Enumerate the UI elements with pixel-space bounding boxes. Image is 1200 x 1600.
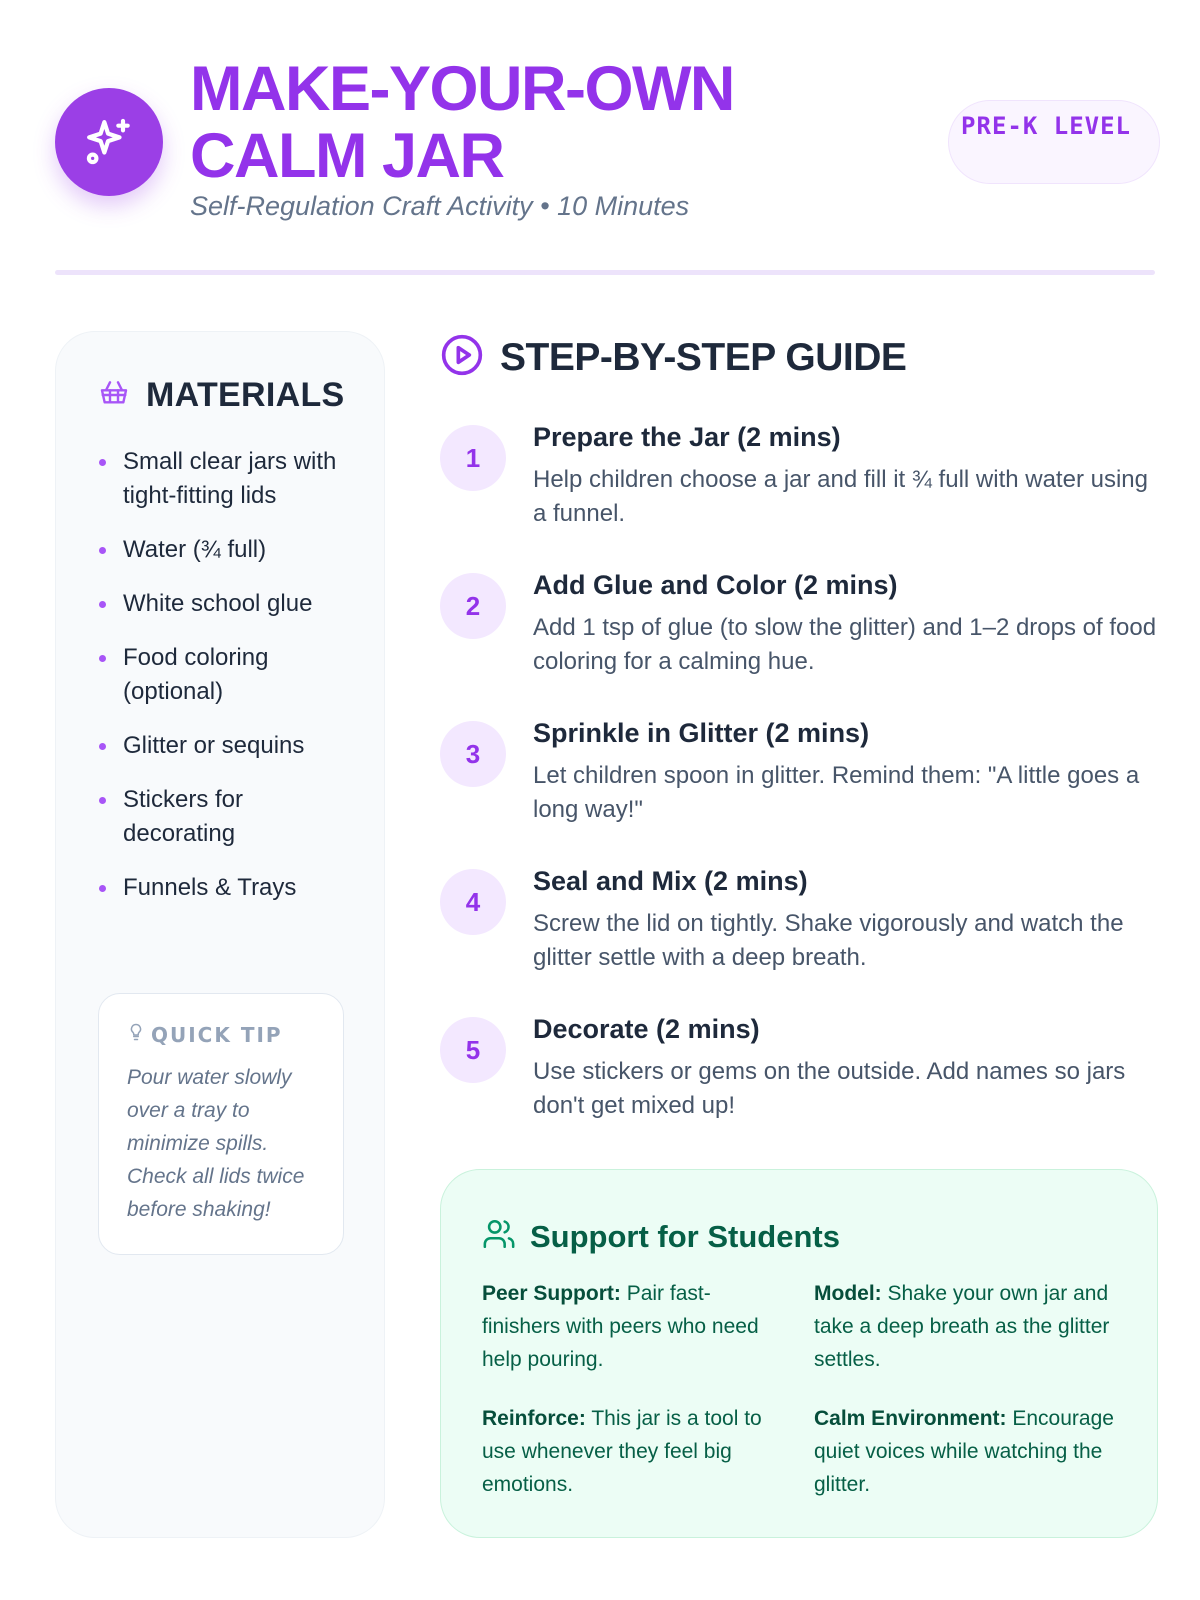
- list-item: Funnels & Trays: [98, 871, 348, 905]
- step-description: Use stickers or gems on the outside. Add names so jars don't get mixed up!: [533, 1058, 1126, 1119]
- support-item-text: Shake your own jar and take a deep breath as the glitter settles.: [814, 1282, 1110, 1371]
- step-title: Sprinkle in Glitter (2 mins): [533, 718, 870, 748]
- quick-tip-label: QUICK TIP: [151, 1022, 283, 1047]
- support-item: [482, 1277, 782, 1376]
- quick-tip-heading: [127, 1022, 323, 1047]
- step-number: 5: [440, 1017, 506, 1083]
- list-item: Food coloring (optional): [98, 641, 348, 709]
- step-title: Seal and Mix (2 mins): [533, 866, 808, 896]
- support-item-label: Calm Environment:: [814, 1407, 1007, 1430]
- users-icon: [482, 1217, 516, 1256]
- list-item: Small clear jars with tight-fitting lids: [98, 445, 348, 513]
- list-item: Stickers for decorating: [98, 783, 348, 851]
- basket-icon: [98, 377, 130, 414]
- level-badge: [948, 100, 1160, 184]
- steps-list: [440, 422, 1160, 1162]
- step-title: Decorate (2 mins): [533, 1014, 760, 1044]
- step-description: Let children spoon in glitter. Remind them: "A little goes a long way!": [533, 762, 1140, 823]
- quick-tip-text: Pour water slowly over a tray to minimize spills. Check all lids twice before shaking!: [127, 1066, 305, 1221]
- step-item: [440, 422, 1160, 570]
- support-item-text: Encourage quiet voices while watching the glitter.: [814, 1407, 1114, 1496]
- guide-heading: [440, 333, 906, 382]
- step-item: [440, 718, 1160, 866]
- support-box: [440, 1169, 1158, 1538]
- support-item-text: Pair fast-finishers with peers who need help pouring.: [482, 1282, 759, 1371]
- step-description: Screw the lid on tightly. Shake vigorously and watch the glitter settle with a deep breath.: [533, 910, 1124, 971]
- level-badge-label: PRE-K LEVEL: [961, 112, 1131, 140]
- materials-list: [98, 445, 348, 925]
- materials-heading: [98, 376, 345, 415]
- step-number: 2: [440, 573, 506, 639]
- list-item: Water (¾ full): [98, 533, 348, 567]
- support-heading: [482, 1217, 840, 1256]
- support-item: [482, 1402, 782, 1501]
- sparkles-icon: [55, 88, 163, 196]
- step-item: [440, 1014, 1160, 1162]
- play-circle-icon: [440, 333, 484, 382]
- support-item: [814, 1277, 1114, 1376]
- quick-tip-card: [98, 993, 344, 1255]
- support-item-text: This jar is a tool to use whenever they feel big emotions.: [482, 1407, 762, 1496]
- guide-title: STEP-BY-STEP GUIDE: [500, 335, 907, 379]
- lightbulb-icon: [127, 1022, 145, 1047]
- materials-title: MATERIALS: [146, 376, 345, 414]
- list-item: Glitter or sequins: [98, 729, 348, 763]
- support-item-label: Model:: [814, 1282, 882, 1305]
- step-description: Help children choose a jar and fill it ¾ full with water using a funnel.: [533, 466, 1148, 527]
- support-item-label: Peer Support:: [482, 1282, 621, 1305]
- step-title: Prepare the Jar (2 mins): [533, 422, 841, 452]
- support-title: Support for Students: [530, 1218, 840, 1254]
- page-subtitle: Self-Regulation Craft Activity • 10 Minutes: [190, 191, 690, 221]
- header-divider: [55, 270, 1155, 275]
- step-title: Add Glue and Color (2 mins): [533, 570, 898, 600]
- step-number: 4: [440, 869, 506, 935]
- support-grid: [482, 1277, 1122, 1501]
- step-number: 1: [440, 425, 506, 491]
- step-item: [440, 866, 1160, 1014]
- support-item-label: Reinforce:: [482, 1407, 586, 1430]
- page-header: [55, 50, 1155, 235]
- step-item: [440, 570, 1160, 718]
- materials-sidebar: [55, 331, 385, 1538]
- step-description: Add 1 tsp of glue (to slow the glitter) and 1–2 drops of food coloring for a calming hue.: [533, 614, 1157, 675]
- list-item: White school glue: [98, 587, 348, 621]
- step-number: 3: [440, 721, 506, 787]
- support-item: [814, 1402, 1114, 1501]
- page-title: MAKE-YOUR-OWN CALM JAR: [190, 54, 734, 191]
